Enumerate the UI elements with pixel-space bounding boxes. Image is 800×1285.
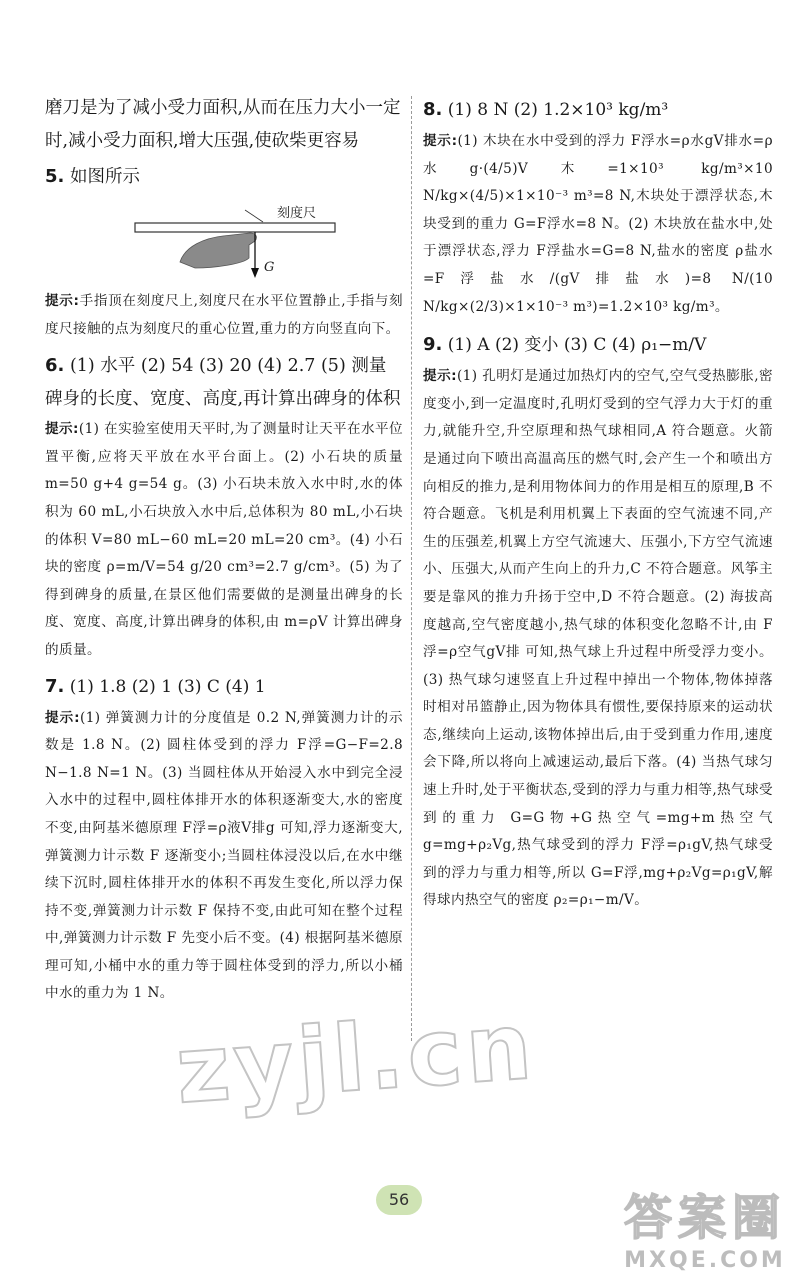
left-column: [45, 92, 403, 1008]
hint-text: (1) 在实验室使用天平时,为了测量时让天平在水平位置平衡,应将天平放在水平台面上。(2) 小石块的质量 m=50 g+4 g=54 g。(3) 小石块未放入水中时,水的体积为 60 mL,小石块放入水中后,总体积为 80 mL,小石块的体积 V=80 mL−60 mL=20 mL=20 cm³。(4) 小石块的密度 ρ=m/V=54 g/20 cm³=2.7 g/cm³。(5) 为了得到碑身的质量,在景区他们需要做的是测量出碑身的长度、宽度、高度,计算出碑身的体积,由 m=ρV 计算出碑身的质量。: [45, 421, 403, 658]
question-number: 6.: [45, 355, 65, 377]
answer-text: (1) 8 N (2) 1.2×10³ kg/m³: [447, 100, 669, 120]
hint-text: (1) 木块在水中受到的浮力 F浮水=ρ水gV排水=ρ水g·(4/5)V木=1×10³ kg/m³×10 N/kg×(4/5)×1×10⁻³ m³=8 N,木块处于漂浮状态,木块受到的重力 G=F浮水=8 N。(2) 木块放在盐水中,处于漂浮状态,浮力 F浮盐水=G=8 N,盐水的密度 ρ盐水=F浮盐水/(gV排盐水)=8 N/(10 N/kg×(2/3)×1×10⁻³ m³)=1.2×10³ kg/m³。: [423, 133, 773, 315]
question-9: [423, 327, 773, 363]
question-6: [45, 349, 403, 416]
hint-6: [45, 416, 403, 664]
force-label: G: [264, 260, 275, 275]
stamp-watermark-title: 答案圈: [623, 1190, 786, 1246]
ruler-label-leader: [245, 210, 263, 222]
column-divider: [411, 96, 412, 1041]
hint-text: (1) 弹簧测力计的分度值是 0.2 N,弹簧测力计的示数是 1.8 N。(2) 圆柱体受到的浮力 F浮=G−F=2.8 N−1.8 N=1 N。(3) 当圆柱体从开始浸入水中到完全浸入水中的过程中,圆柱体排开水的体积逐渐变大,水的密度不变,由阿基米德原理 F浮=ρ液V排g 可知,浮力逐渐变大,弹簧测力计示数 F 逐渐变小;当圆柱体浸没以后,在水中继续下沉时,圆柱体排开水的体积不再发生变化,所以浮力保持不变,弹簧测力计示数 F 保持不变,由此可知在整个过程中,弹簧测力计示数 F 先变小后不变。(4) 根据阿基米德原理可知,小桶中水的重力等于圆柱体受到的浮力,所以小桶中水的重力为 1 N。: [45, 709, 403, 1002]
page-number: 56: [376, 1185, 422, 1215]
hand-shape: [180, 233, 256, 268]
answer-text: (1) A (2) 变小 (3) C (4) ρ₁−m/V: [447, 335, 707, 356]
answer-text: (1) 1.8 (2) 1 (3) C (4) 1: [69, 676, 266, 697]
right-column: [423, 92, 773, 915]
hint-5: [45, 288, 403, 343]
question-7: [45, 669, 403, 705]
question-number: 9.: [423, 334, 443, 356]
hint-label: 提示:: [423, 368, 457, 385]
hint-label: 提示:: [45, 293, 80, 309]
ruler-figure: [45, 200, 403, 284]
hint-label: 提示:: [45, 421, 79, 438]
ruler-label: 刻度尺: [277, 206, 317, 221]
question-5: [45, 160, 403, 194]
ruler-bar: [135, 223, 335, 232]
watermark: zyjl.cn: [172, 992, 539, 1125]
hint-text: (1) 孔明灯是通过加热灯内的空气,空气受热膨胀,密度变小,到一定温度时,孔明灯受到的空气浮力大于灯的重力,就能升空,升空原理和热气球相同,A 符合题意。火箭是通过向下喷出高温高压的燃气时,会产生一个和喷出方向相反的推力,是利用物体间力的作用是相互的原理,B 不符合题意。飞机是利用机翼上下表面的空气流速不同,产生的压强差,机翼上方空气流速大、压强小,下方空气流速小、压强大,从而产生向上的升力,C 不符合题意。风筝主要是靠风的推力升扬于空中,D 不符合题意。(2) 海拔高度越高,空气密度越小,热气球的体积变化忽略不计,由 F浮=ρ空气gV排 可知,热气球上升过程中所受浮力变小。(3) 热气球匀速竖直上升过程中掉出一个物体,物体掉落时相对吊篮静止,因为物体具有惯性,要保持原来的运动状态,继续向上运动,该物体掉出后,由于受到重力作用,速度会下降,所以将向上减速运动,最后下落。(4) 当热气球匀速上升时,处于平衡状态,受到的浮力与重力相等,热气球受到的重力 G=G物+G热空气=mg+m热空气g=mg+ρ₂Vg,热气球受到的浮力 F浮=ρ₁gV,热气球受到的浮力与重力相等,所以 G=F浮,mg+ρ₂Vg=ρ₁gV,解得球内热空气的密度 ρ₂=ρ₁−m/V。: [423, 368, 774, 909]
hint-label: 提示:: [45, 709, 80, 726]
answer-text: (1) 水平 (2) 54 (3) 20 (4) 2.7 (5) 测量碑身的长度、宽度、高度,再计算出碑身的体积: [45, 356, 401, 410]
hint-9: [423, 363, 773, 915]
answer-text: 如图所示: [69, 167, 140, 187]
stamp-watermark: [624, 1179, 786, 1273]
hint-7: [45, 705, 403, 1009]
intro-text: 磨刀是为了减小受力面积,从而在压力大小一定时,减小受力面积,增大压强,使砍柴更容易: [45, 98, 401, 151]
stamp-watermark-url: MXQE.COM: [624, 1248, 786, 1273]
gravity-arrowhead: [251, 268, 259, 278]
question-number: 7.: [45, 675, 65, 697]
question-8: [423, 92, 773, 128]
hint-8: [423, 128, 773, 321]
hint-label: 提示:: [423, 133, 458, 149]
question-number: 8.: [423, 99, 443, 120]
ruler-diagram: [45, 200, 403, 284]
question-number: 5.: [45, 166, 65, 187]
hint-text: 手指顶在刻度尺上,刻度尺在水平位置静止,手指与刻度尺接触的点为刻度尺的重心位置,重力的方向竖直向下。: [45, 293, 403, 337]
